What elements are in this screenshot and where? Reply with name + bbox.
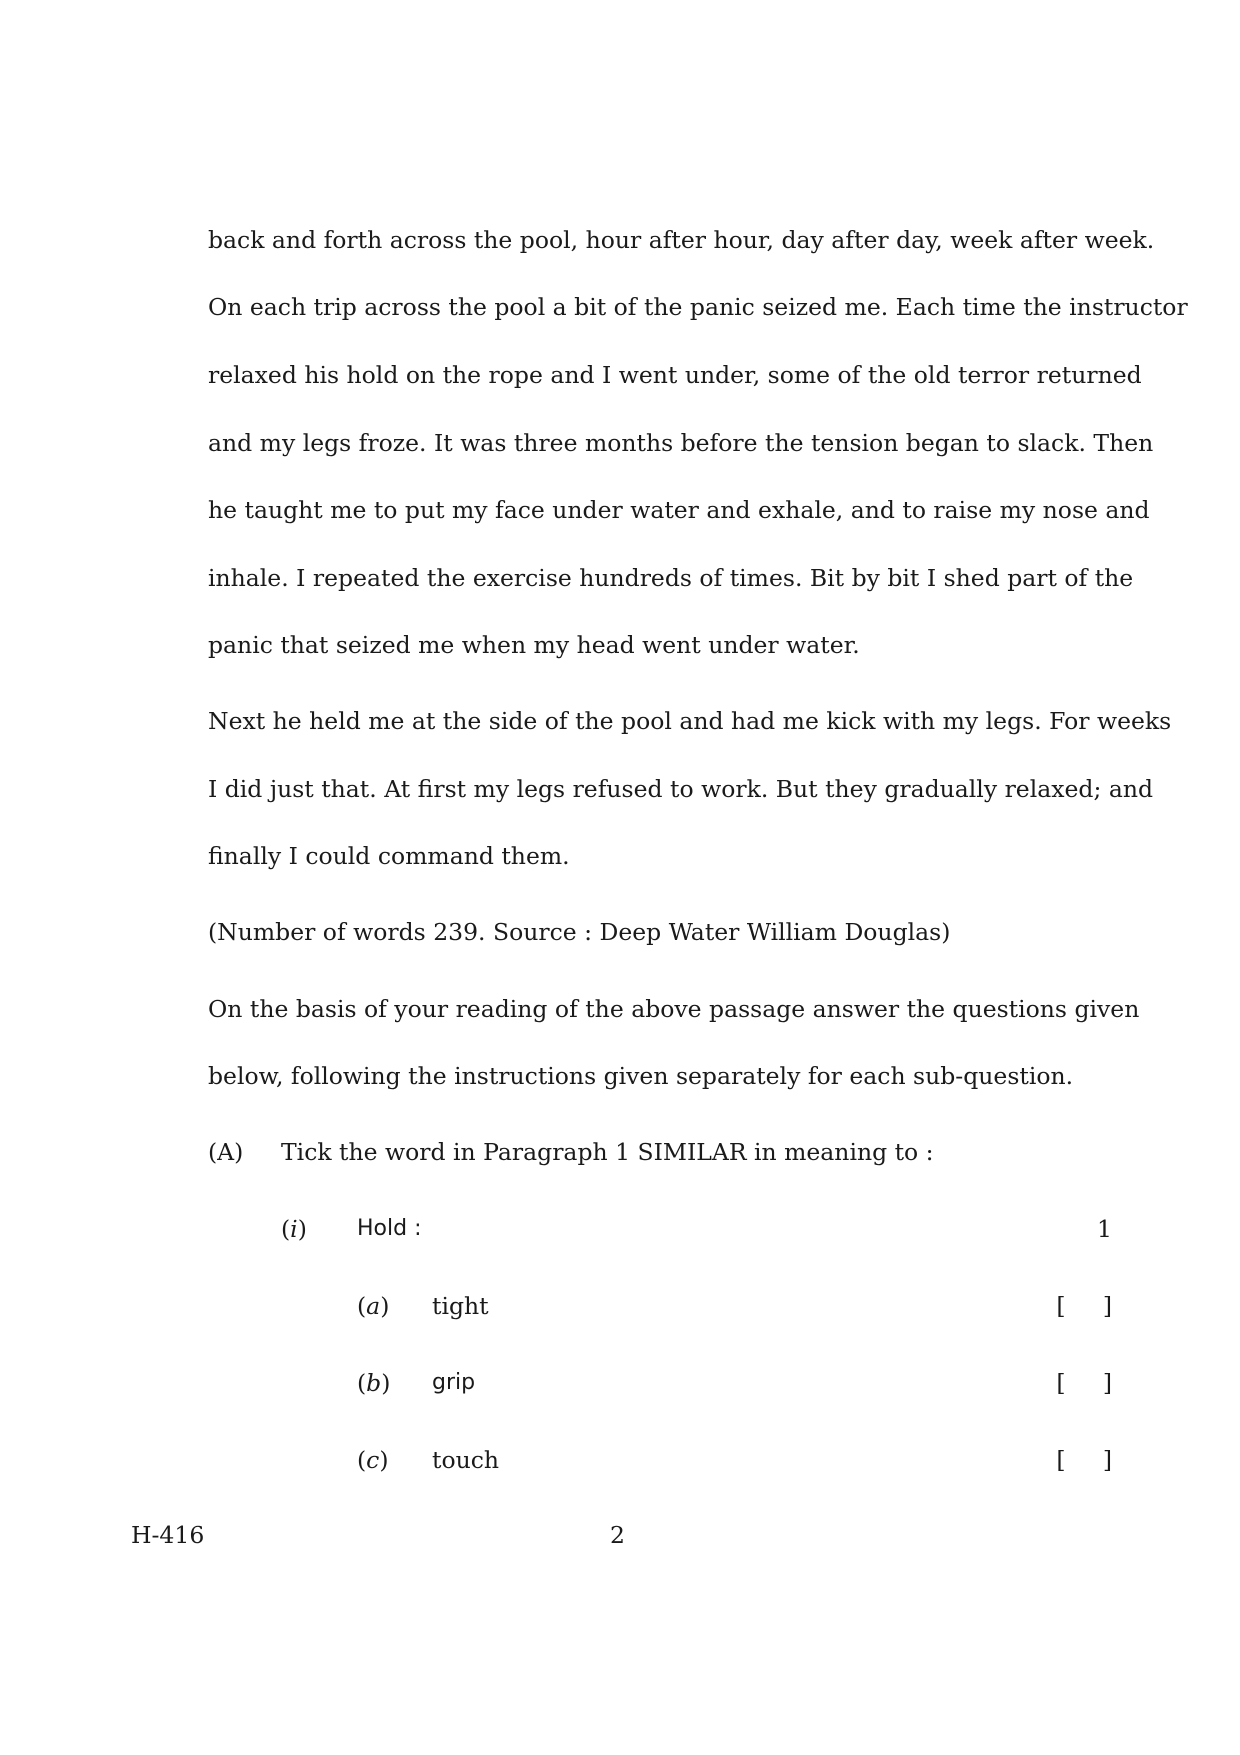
passage-line: On each trip across the pool a bit of the panic seized me. Each time the instructor bbox=[208, 293, 1188, 321]
option-text: touch bbox=[432, 1446, 500, 1474]
option-label: (a) bbox=[357, 1292, 390, 1320]
passage-line: inhale. I repeated the exercise hundreds of times. Bit by bit I shed part of the bbox=[208, 564, 1134, 592]
passage-line: relaxed his hold on the rope and I went under, some of the old terror returned bbox=[208, 361, 1142, 389]
page-number: 2 bbox=[610, 1521, 625, 1549]
passage-line: back and forth across the pool, hour after hour, day after day, week after week. bbox=[208, 226, 1155, 254]
option-checkbox[interactable]: [ ] bbox=[1056, 1369, 1112, 1397]
passage-line: and my legs froze. It was three months before the tension began to slack. Then bbox=[208, 429, 1154, 457]
passage-line: panic that seized me when my head went under water. bbox=[208, 631, 860, 659]
paper-code: H-416 bbox=[131, 1521, 205, 1549]
option-checkbox[interactable]: [ ] bbox=[1056, 1446, 1112, 1474]
passage-line: Next he held me at the side of the pool and had me kick with my legs. For weeks bbox=[208, 707, 1172, 735]
option-checkbox[interactable]: [ ] bbox=[1056, 1292, 1112, 1320]
option-text: tight bbox=[432, 1292, 489, 1320]
option-label: (b) bbox=[357, 1369, 391, 1397]
instructions-line: On the basis of your reading of the above passage answer the questions given bbox=[208, 995, 1140, 1023]
option-text: grip bbox=[432, 1370, 476, 1395]
source-note: (Number of words 239. Source : Deep Water William Douglas) bbox=[208, 918, 951, 946]
passage-line: finally I could command them. bbox=[208, 842, 570, 870]
passage-line: he taught me to put my face under water and exhale, and to raise my nose and bbox=[208, 496, 1150, 524]
instructions-line: below, following the instructions given separately for each sub-question. bbox=[208, 1062, 1074, 1090]
sub-question-text: Hold : bbox=[357, 1216, 422, 1241]
marks: 1 bbox=[1097, 1215, 1112, 1243]
question-label: (A) bbox=[208, 1138, 244, 1166]
question-text: Tick the word in Paragraph 1 SIMILAR in meaning to : bbox=[281, 1138, 934, 1166]
sub-question-label: (i) bbox=[281, 1215, 307, 1243]
passage-line: I did just that. At first my legs refused to work. But they gradually relaxed; and bbox=[208, 775, 1154, 803]
option-label: (c) bbox=[357, 1446, 389, 1474]
